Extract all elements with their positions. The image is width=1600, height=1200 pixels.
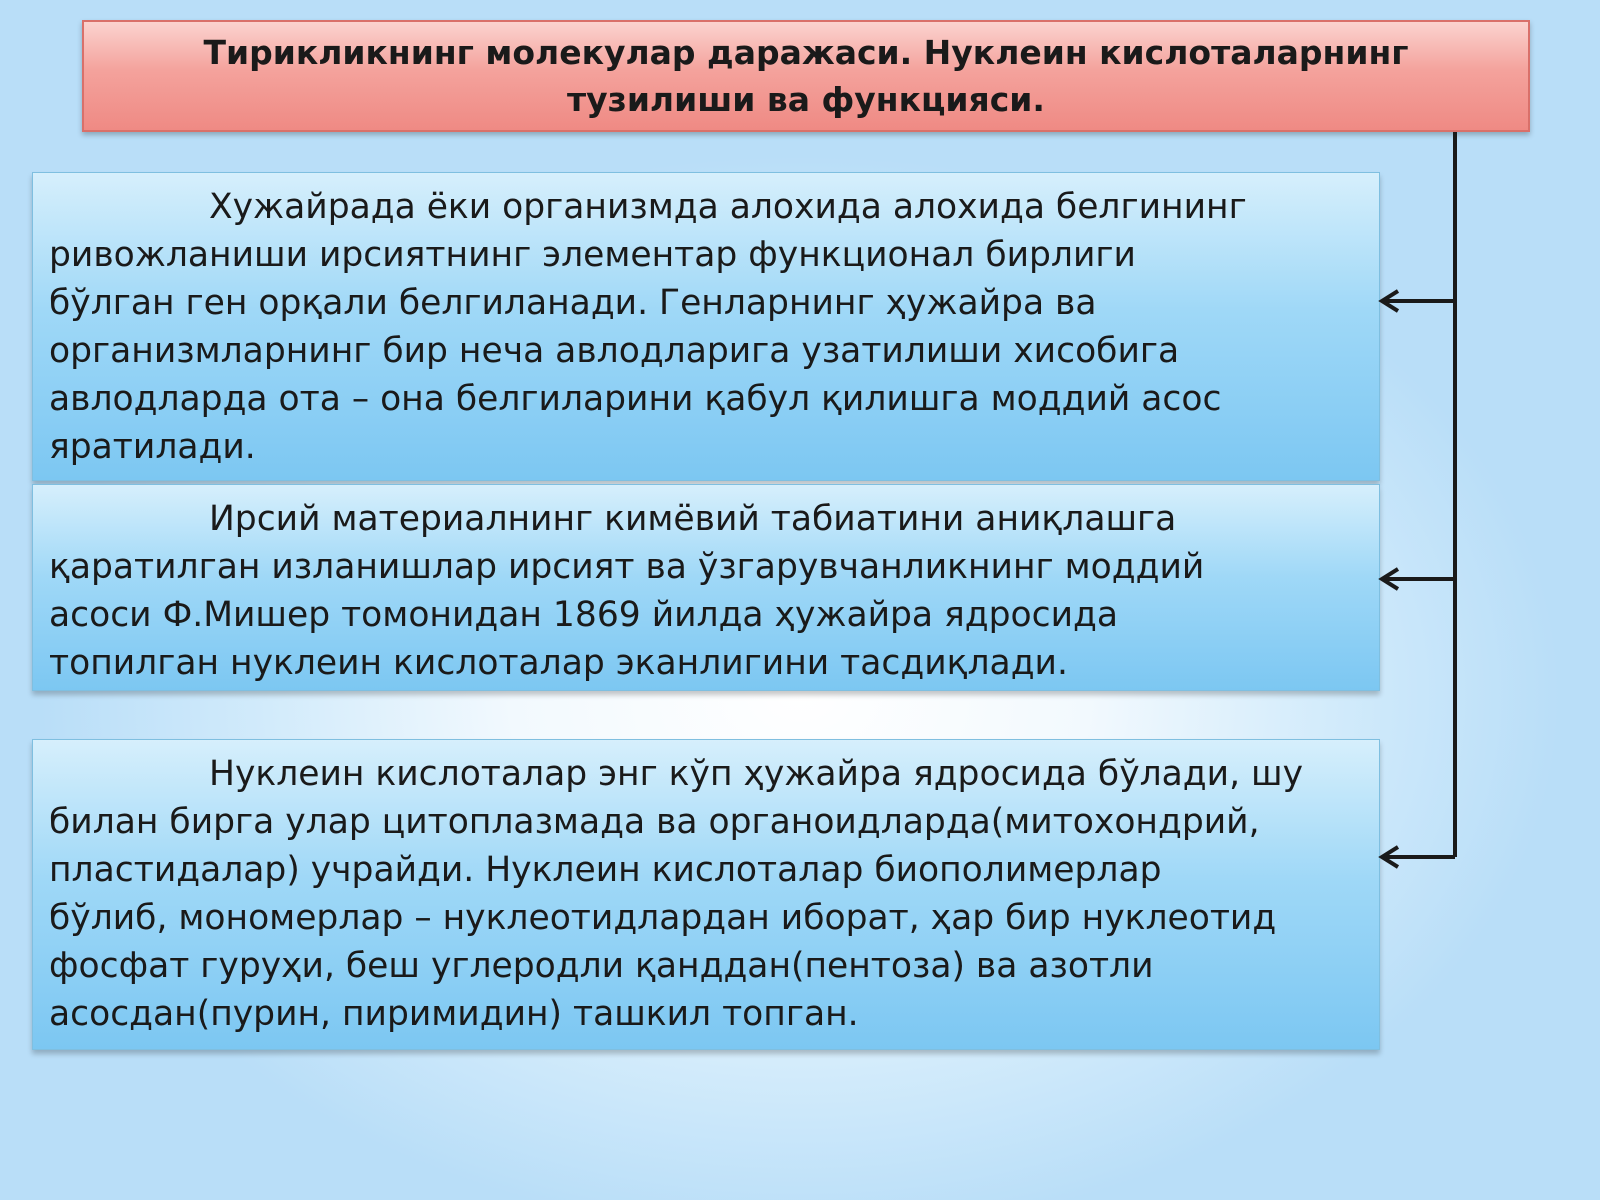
title-line-2: тузилиши ва функцияси. <box>567 80 1045 119</box>
content-text-1: Хужайрада ёки организмда алохида алохида белгининг ривожланиши ирсиятнинг элементар функционал бирлиги бўлган ген орқали белгиланади. Генларнинг ҳужайра ва организмларнинг бир неча авлодларига узатилиши хисобига авлодларда ота – она белгиларини қабул қилишга моддий асос яратилади. <box>49 187 1247 467</box>
title-line-1: Тирикликнинг молекулар даражаси. Нуклеин кислоталарнинг <box>203 33 1409 72</box>
content-text-2: Ирсий материалнинг кимёвий табиатини аниқлашга қаратилган изланишлар ирсият ва ўзгарувчанликнинг моддий асоси Ф.Мишер томонидан 1869 йилда ҳужайра ядросида топилган нуклеин кислоталар эканлигини тасдиқлади. <box>49 499 1205 683</box>
arrow-to-box-2 <box>1382 569 1455 589</box>
arrow-to-box-1 <box>1382 291 1455 311</box>
content-text-3: Нуклеин кислоталар энг кўп ҳужайра ядросида бўлади, шу билан бирга улар цитоплазмада ва органоидларда(митохондрий, пластидалар) учрайди. Нуклеин кислоталар биополимерлар бўлиб, мономерлар – нуклеотидлардан иборат, ҳар бир нуклеотид фосфат гуруҳи, беш углеродли қанддан(пентоза) ва азотли асосдан(пурин, пиримидин) ташкил топган. <box>49 754 1303 1034</box>
arrow-to-box-3 <box>1382 847 1455 867</box>
